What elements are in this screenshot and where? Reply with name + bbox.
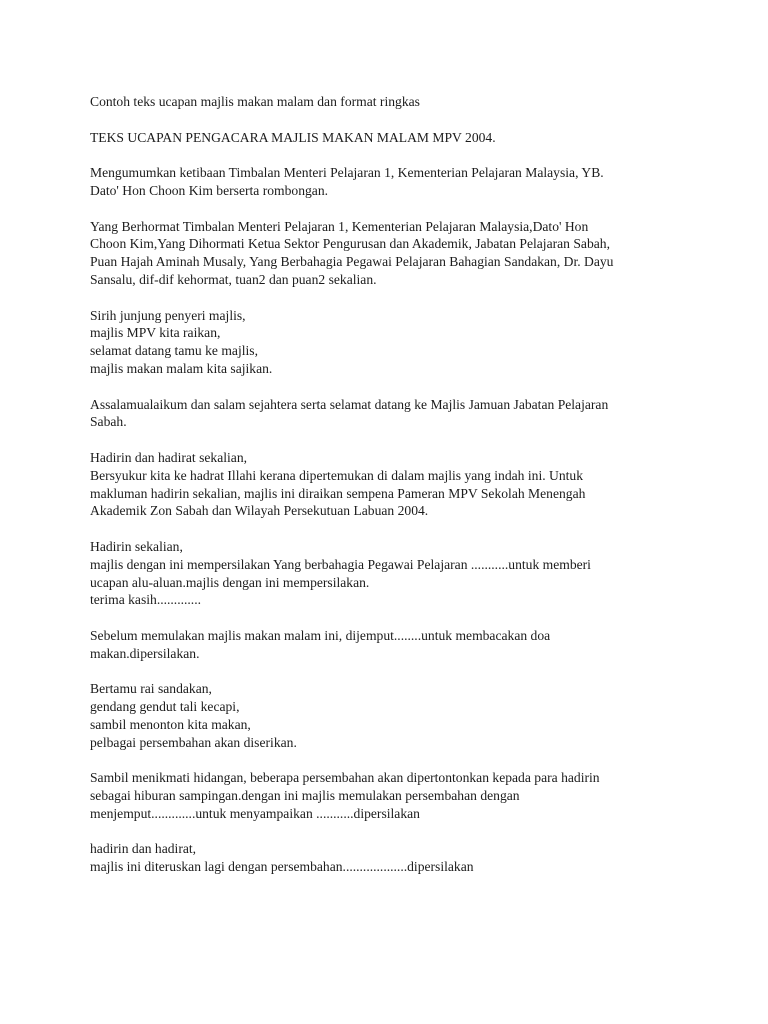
text-line: Bersyukur kita ke hadrat Illahi kerana dipertemukan di dalam majlis yang indah ini. Untuk	[90, 467, 584, 483]
paragraph	[90, 164, 690, 200]
document-heading	[90, 93, 690, 111]
text-line: Choon Kim,Yang Dihormati Ketua Sektor Pengurusan dan Akademik, Jabatan Pelajaran Sabah,	[90, 236, 610, 252]
text-line: Sebelum memulakan majlis makan malam ini, dijemput........untuk membacakan doa	[90, 627, 551, 643]
text-line: majlis MPV kita raikan,	[90, 325, 221, 341]
text-line: majlis ini diteruskan lagi dengan persembahan...................dipersilakan	[90, 859, 474, 875]
text-line: sebagai hiburan sampingan.dengan ini majlis memulakan persembahan dengan	[90, 788, 520, 804]
paragraph	[90, 840, 690, 876]
paragraph	[90, 538, 690, 609]
paragraph	[90, 627, 690, 663]
text-line: Contoh teks ucapan majlis makan malam dan format ringkas	[90, 94, 420, 109]
text-line: Hadirin dan hadirat sekalian,	[90, 449, 248, 465]
text-line: TEKS UCAPAN PENGACARA MAJLIS MAKAN MALAM MPV 2004.	[90, 129, 496, 145]
text-line: Puan Hajah Aminah Musaly, Yang Berbahagia Pegawai Pelajaran Bahagian Sandakan, Dr. Dayu	[90, 254, 614, 270]
text-line: Hadirin sekalian,	[90, 538, 183, 554]
paragraph	[90, 769, 690, 822]
text-line: Bertamu rai sandakan,	[90, 681, 212, 697]
paragraph	[90, 396, 690, 432]
text-line: Sambil menikmati hidangan, beberapa persembahan akan dipertontonkan kepada para hadirin	[90, 770, 600, 786]
text-line: ucapan alu-aluan.majlis dengan ini mempersilakan.	[90, 574, 370, 590]
text-line: Assalamualaikum dan salam sejahtera serta selamat datang ke Majlis Jamuan Jabatan Pelajaran	[90, 396, 609, 412]
text-line: hadirin dan hadirat,	[90, 841, 197, 857]
text-line: Sirih junjung penyeri majlis,	[90, 307, 246, 323]
text-line: makan.dipersilakan.	[90, 645, 200, 661]
text-line: Mengumumkan ketibaan Timbalan Menteri Pelajaran 1, Kementerian Pelajaran Malaysia, YB.	[90, 165, 604, 181]
text-line: Yang Berhormat Timbalan Menteri Pelajaran 1, Kementerian Pelajaran Malaysia,Dato' Hon	[90, 218, 589, 234]
text-line: sambil menonton kita makan,	[90, 716, 251, 732]
pantun-verse	[90, 307, 690, 378]
pantun-verse	[90, 680, 690, 751]
document-body	[90, 93, 690, 894]
text-line: Sabah.	[90, 414, 127, 430]
text-line: makluman hadirin sekalian, majlis ini diraikan sempena Pameran MPV Sekolah Menengah	[90, 485, 586, 501]
text-line: majlis dengan ini mempersilakan Yang berbahagia Pegawai Pelajaran ...........untuk memberi	[90, 556, 591, 572]
text-line: Sansalu, dif-dif kehormat, tuan2 dan puan2 sekalian.	[90, 271, 377, 287]
paragraph	[90, 218, 690, 289]
text-line: Dato' Hon Choon Kim berserta rombongan.	[90, 182, 329, 198]
text-line: Akademik Zon Sabah dan Wilayah Persekutuan Labuan 2004.	[90, 503, 429, 519]
text-line: menjemput.............untuk menyampaikan ...........dipersilakan	[90, 805, 420, 821]
paragraph	[90, 449, 690, 520]
text-line: majlis makan malam kita sajikan.	[90, 360, 273, 376]
speech-title	[90, 129, 690, 147]
text-line: terima kasih.............	[90, 592, 201, 608]
text-line: pelbagai persembahan akan diserikan.	[90, 734, 297, 750]
text-line: selamat datang tamu ke majlis,	[90, 343, 258, 359]
text-line: gendang gendut tali kecapi,	[90, 699, 240, 715]
